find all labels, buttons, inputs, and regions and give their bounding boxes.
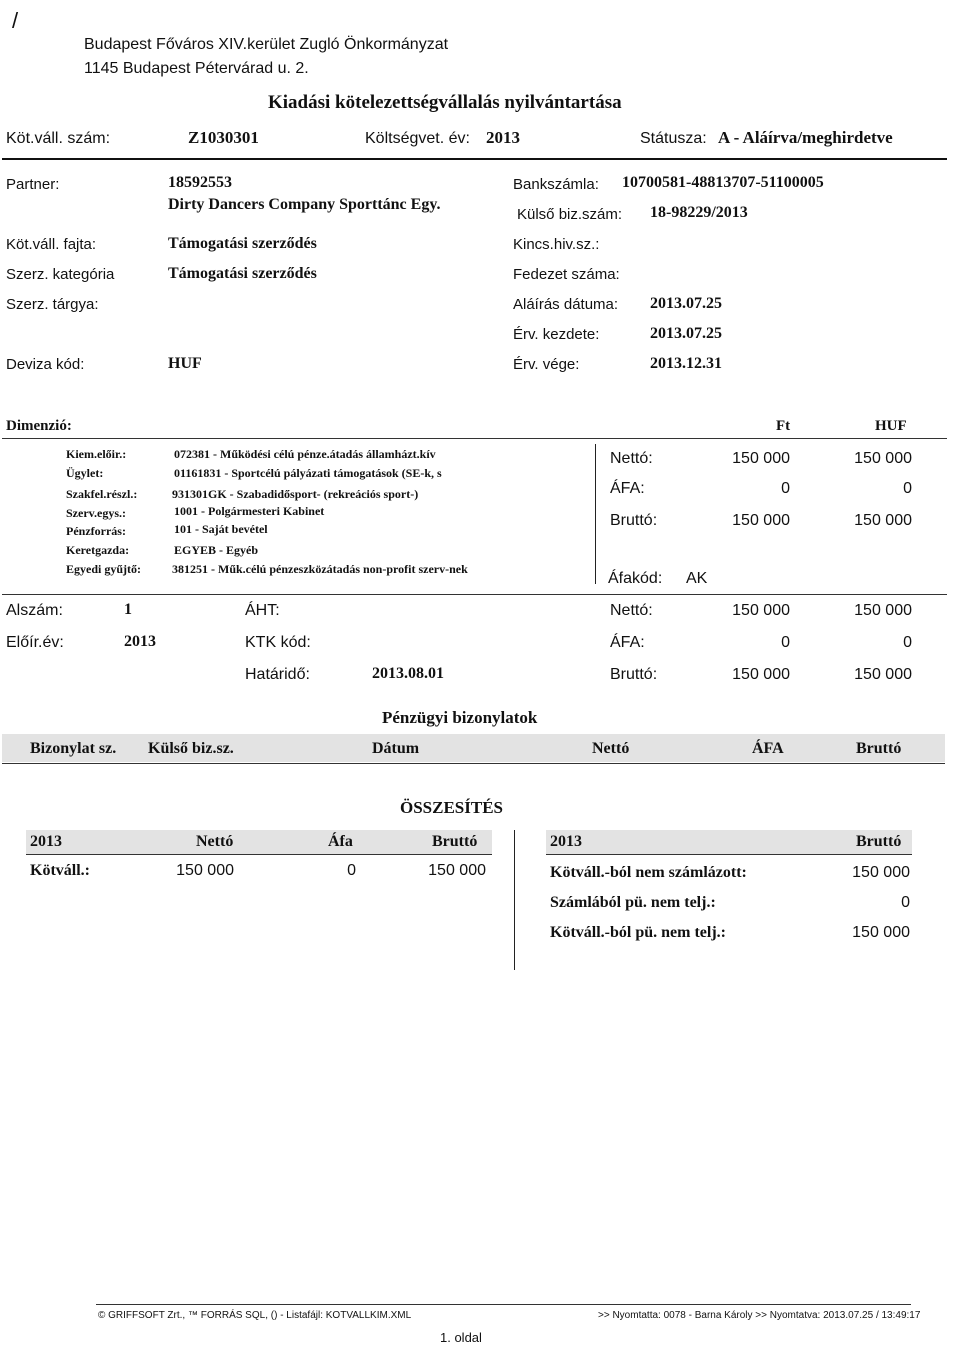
- kotvall-szam-label: Köt.váll. szám:: [6, 130, 111, 147]
- alszam-value: 1: [124, 601, 132, 618]
- dim-afa-label: ÁFA:: [610, 480, 645, 497]
- partner-name: Dirty Dancers Company Sporttánc Egy.: [168, 196, 441, 213]
- dim-netto-label: Nettó:: [610, 450, 653, 467]
- footer-line: [96, 1304, 911, 1305]
- kincs-label: Kincs.hiv.sz.:: [513, 236, 600, 253]
- al-netto-ft: 150 000: [732, 602, 790, 619]
- deviza-label: Deviza kód:: [6, 356, 85, 373]
- osszesites-title: ÖSSZESÍTÉS: [400, 798, 504, 817]
- dim-row-value: 072381 - Működési célú pénze.átadás államházt.kív: [174, 447, 436, 461]
- dim-brutto-huf: 150 000: [854, 512, 912, 529]
- fedezet-label: Fedezet száma:: [513, 266, 620, 283]
- page-number: 1. oldal: [440, 1330, 482, 1345]
- alszam-divider: [2, 594, 947, 595]
- statusz-label: Státusza:: [640, 130, 707, 147]
- al-brutto-label: Bruttó:: [610, 666, 658, 683]
- deviza-value: HUF: [168, 355, 202, 372]
- al-brutto-ft: 150 000: [732, 666, 790, 683]
- left-head-netto: Nettó: [196, 833, 234, 850]
- right-row-label: Kötváll.-ból nem számlázott:: [550, 864, 747, 881]
- osszesites-left-line: [26, 854, 492, 855]
- afakod-label: Áfakód:: [608, 570, 663, 587]
- left-head-afa: Áfa: [328, 833, 353, 850]
- dim-row-label: Egyedi gyűjtő:: [66, 562, 141, 576]
- right-year: 2013: [550, 833, 582, 850]
- footer-right: >> Nyomtatta: 0078 - Barna Károly >> Nyomtatva: 2013.07.25 / 13:49:17: [598, 1310, 921, 1321]
- totals-divider: [595, 444, 596, 584]
- partner-label: Partner:: [6, 176, 60, 193]
- al-afa-label: ÁFA:: [610, 634, 645, 651]
- al-brutto-huf: 150 000: [854, 666, 912, 683]
- kotvall-netto: 150 000: [176, 862, 234, 879]
- col-netto: Nettó: [592, 740, 630, 757]
- col-ft-header: Ft: [776, 418, 791, 434]
- header-divider: [2, 158, 947, 160]
- dimenzio-label: Dimenzió:: [6, 418, 72, 434]
- koltsegvet-year: 2013: [486, 128, 520, 147]
- dim-row-label: Szakfel.részl.:: [66, 487, 138, 501]
- erv-vege-label: Érv. vége:: [513, 356, 580, 373]
- dim-row-value: 931301GK - Szabadidősport- (rekreációs sport-): [172, 487, 419, 501]
- dim-brutto-ft: 150 000: [732, 512, 790, 529]
- footer-left: © GRIFFSOFT Zrt., ™ FORRÁS SQL, () - Listafájl: KOTVALLKIM.XML: [98, 1310, 412, 1321]
- kulso-value: 18-98229/2013: [650, 204, 748, 221]
- dim-netto-huf: 150 000: [854, 450, 912, 467]
- penzugyi-title: Pénzügyi bizonylatok: [382, 708, 538, 727]
- left-year: 2013: [30, 833, 62, 850]
- dim-row-value: EGYEB - Egyéb: [174, 543, 259, 557]
- kotvall-szam: Z1030301: [188, 128, 259, 147]
- al-netto-huf: 150 000: [854, 602, 912, 619]
- dim-row-label: Ügylet:: [66, 466, 104, 480]
- right-row-value: 150 000: [852, 924, 910, 941]
- al-afa-ft: 0: [781, 634, 790, 651]
- alszam-label: Alszám:: [6, 602, 63, 619]
- dim-afa-huf: 0: [903, 480, 912, 497]
- kotvall-label: Kötváll.:: [30, 862, 90, 879]
- corner-mark: /: [12, 8, 19, 33]
- erv-vege-value: 2013.12.31: [650, 355, 722, 372]
- kotvall-afa: 0: [347, 862, 356, 879]
- right-row-label: Kötváll.-ból pü. nem telj.:: [550, 924, 726, 941]
- dim-row-label: Keretgazda:: [66, 543, 130, 557]
- ktk-label: KTK kód:: [245, 634, 311, 651]
- aht-label: ÁHT:: [245, 602, 280, 619]
- left-head-brutto: Bruttó: [432, 833, 478, 850]
- org-address: 1145 Budapest Pétervárad u. 2.: [84, 60, 309, 77]
- kategoria-value: Támogatási szerződés: [168, 265, 317, 282]
- kotvall-brutto: 150 000: [428, 862, 486, 879]
- dim-netto-ft: 150 000: [732, 450, 790, 467]
- afakod-value: AK: [686, 570, 708, 587]
- hatarido-value: 2013.08.01: [372, 665, 444, 682]
- penzugyi-header-line: [2, 763, 945, 764]
- dim-row-value: 101 - Saját bevétel: [174, 522, 268, 536]
- dim-row-label: Pénzforrás:: [66, 524, 126, 538]
- dim-row-value: 01161831 - Sportcélú pályázati támogatások (SE-k, s: [174, 466, 442, 480]
- col-huf-header: HUF: [875, 418, 907, 434]
- alairas-value: 2013.07.25: [650, 295, 722, 312]
- osszesites-divider: [514, 830, 515, 970]
- col-kulso-biz: Külső biz.sz.: [148, 740, 234, 757]
- page-title: Kiadási kötelezettségvállalás nyilvántartása: [268, 92, 622, 113]
- dimenzio-divider: [2, 438, 947, 439]
- osszesites-left-header-bar: [26, 830, 492, 854]
- bankszamla-value: 10700581-48813707-51100005: [622, 174, 824, 191]
- org-name: Budapest Főváros XIV.kerület Zugló Önkormányzat: [84, 36, 449, 53]
- dim-row-value: 381251 - Műk.célú pénzeszközátadás non-profit szerv-nek: [172, 562, 468, 576]
- right-row-value: 150 000: [852, 864, 910, 881]
- dim-row-value: 1001 - Polgármesteri Kabinet: [174, 504, 325, 518]
- right-head-brutto: Bruttó: [856, 833, 902, 850]
- bankszamla-label: Bankszámla:: [513, 176, 599, 193]
- statusz-value: A - Aláírva/meghirdetve: [718, 128, 893, 147]
- col-afa: ÁFA: [752, 740, 784, 757]
- erv-kezdete-value: 2013.07.25: [650, 325, 722, 342]
- elofir-value: 2013: [124, 633, 156, 650]
- col-brutto: Bruttó: [856, 740, 902, 757]
- kulso-label: Külső biz.szám:: [517, 206, 623, 223]
- dim-afa-ft: 0: [781, 480, 790, 497]
- al-afa-huf: 0: [903, 634, 912, 651]
- koltsegvet-label: Költségvet. év:: [365, 130, 470, 147]
- erv-kezdete-label: Érv. kezdete:: [513, 326, 600, 343]
- alairas-label: Aláírás dátuma:: [513, 296, 619, 313]
- col-datum: Dátum: [372, 740, 420, 757]
- partner-id: 18592553: [168, 174, 232, 191]
- dim-brutto-label: Bruttó:: [610, 512, 658, 529]
- elofir-label: Előír.év:: [6, 634, 64, 651]
- osszesites-right-line: [546, 854, 912, 855]
- right-row-label: Számlából pü. nem telj.:: [550, 894, 716, 911]
- al-netto-label: Nettó:: [610, 602, 653, 619]
- col-bizonylat: Bizonylat sz.: [30, 740, 117, 757]
- dim-row-label: Szerv.egys.:: [66, 506, 126, 520]
- right-row-value: 0: [901, 894, 910, 911]
- fajta-value: Támogatási szerződés: [168, 235, 317, 252]
- hatarido-label: Határidő:: [245, 666, 310, 683]
- targya-label: Szerz. tárgya:: [6, 296, 99, 313]
- kategoria-label: Szerz. kategória: [6, 266, 115, 283]
- penzugyi-header-bar: [2, 734, 945, 762]
- fajta-label: Köt.váll. fajta:: [6, 236, 97, 253]
- dim-row-label: Kiem.előir.:: [66, 447, 127, 461]
